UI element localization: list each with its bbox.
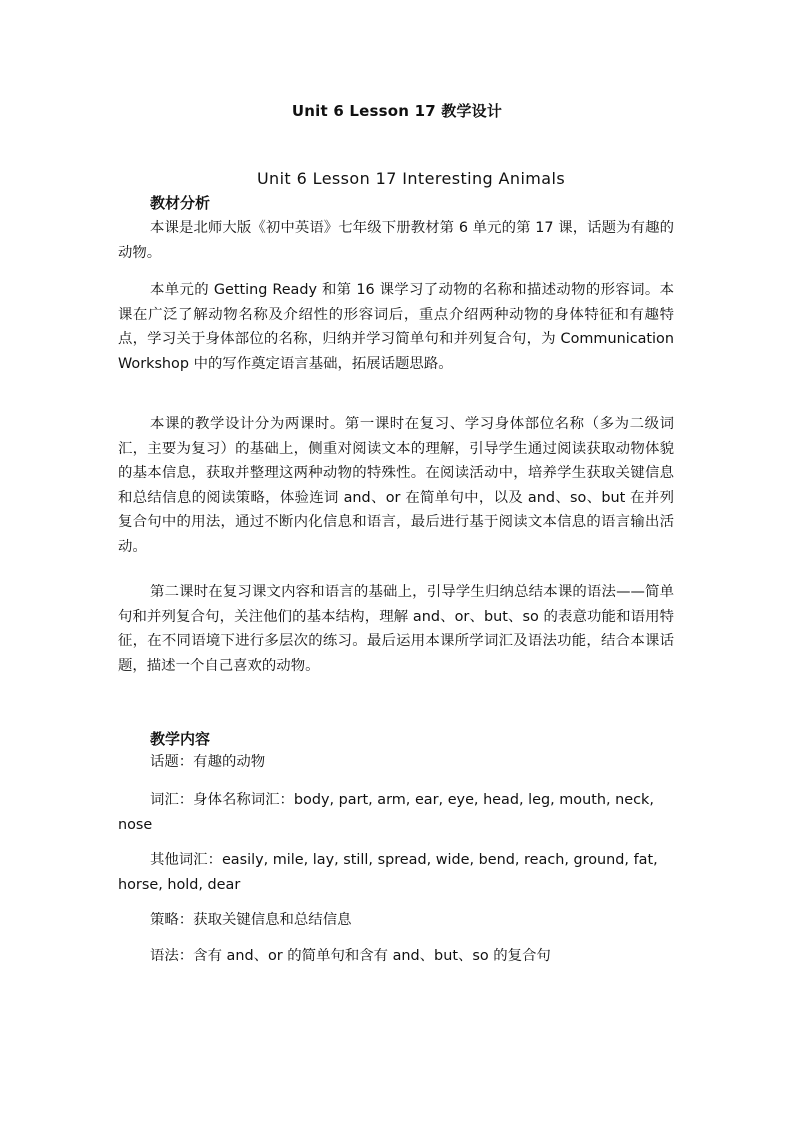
other-vocabulary-line: 其他词汇：easily, mile, lay, still, spread, wide, bend, reach, ground, fat, horse, hold, dear	[118, 852, 658, 893]
lesson-title: Unit 6 Lesson 17 Interesting Animals	[256, 169, 566, 188]
analysis-paragraph-3: 本课的教学设计分为两课时。第一课时在复习、学习身体部位名称（多为二级词汇，主要为复习）的基础上，侧重对阅读文本的理解，引导学生通过阅读获取动物体貌的基本信息，获取并整理这两种动物的特殊性。在阅读活动中，培养学生获取关键信息和总结信息的阅读策略，体验连词 and、or 在简单句中，以及 and、so、but 在并列复合句中的用法，通过不断内化信息和语言，最后进行基于阅读文本信息的语言输出活动。	[118, 416, 674, 555]
analysis-paragraph-2: 本单元的 Getting Ready 和第 16 课学习了动物的名称和描述动物的形容词。本课在广泛了解动物名称及介绍性的形容词后，重点介绍两种动物的身体特征和有趣特点，学习关于身体部位的名称，归纳并学习简单句和并列复合句，为 Communication Workshop 中的写作奠定语言基础，拓展话题思路。	[118, 282, 674, 372]
document-title: Unit 6 Lesson 17 教学设计	[291, 102, 503, 120]
analysis-paragraph-1: 本课是北师大版《初中英语》七年级下册教材第 6 单元的第 17 课，话题为有趣的动物。	[118, 220, 674, 261]
grammar-line: 语法：含有 and、or 的简单句和含有 and、but、so 的复合句	[150, 948, 551, 964]
analysis-paragraph-4: 第二课时在复习课文内容和语言的基础上，引导学生归纳总结本课的语法——简单句和并列复合句，关注他们的基本结构，理解 and、or、but、so 的表意功能和语用特征，在不同语境下进行多层次的练习。最后运用本课所学词汇及语法功能，结合本课话题，描述一个自己喜欢的动物。	[118, 584, 674, 674]
body-vocabulary-line: 词汇：身体名称词汇：body, part, arm, ear, eye, head, leg, mouth, neck, nose	[118, 792, 654, 833]
topic-line: 话题：有趣的动物	[150, 754, 266, 770]
strategy-line: 策略：获取关键信息和总结信息	[150, 912, 352, 928]
analysis-heading: 教材分析	[150, 194, 211, 212]
content-heading: 教学内容	[150, 730, 211, 748]
